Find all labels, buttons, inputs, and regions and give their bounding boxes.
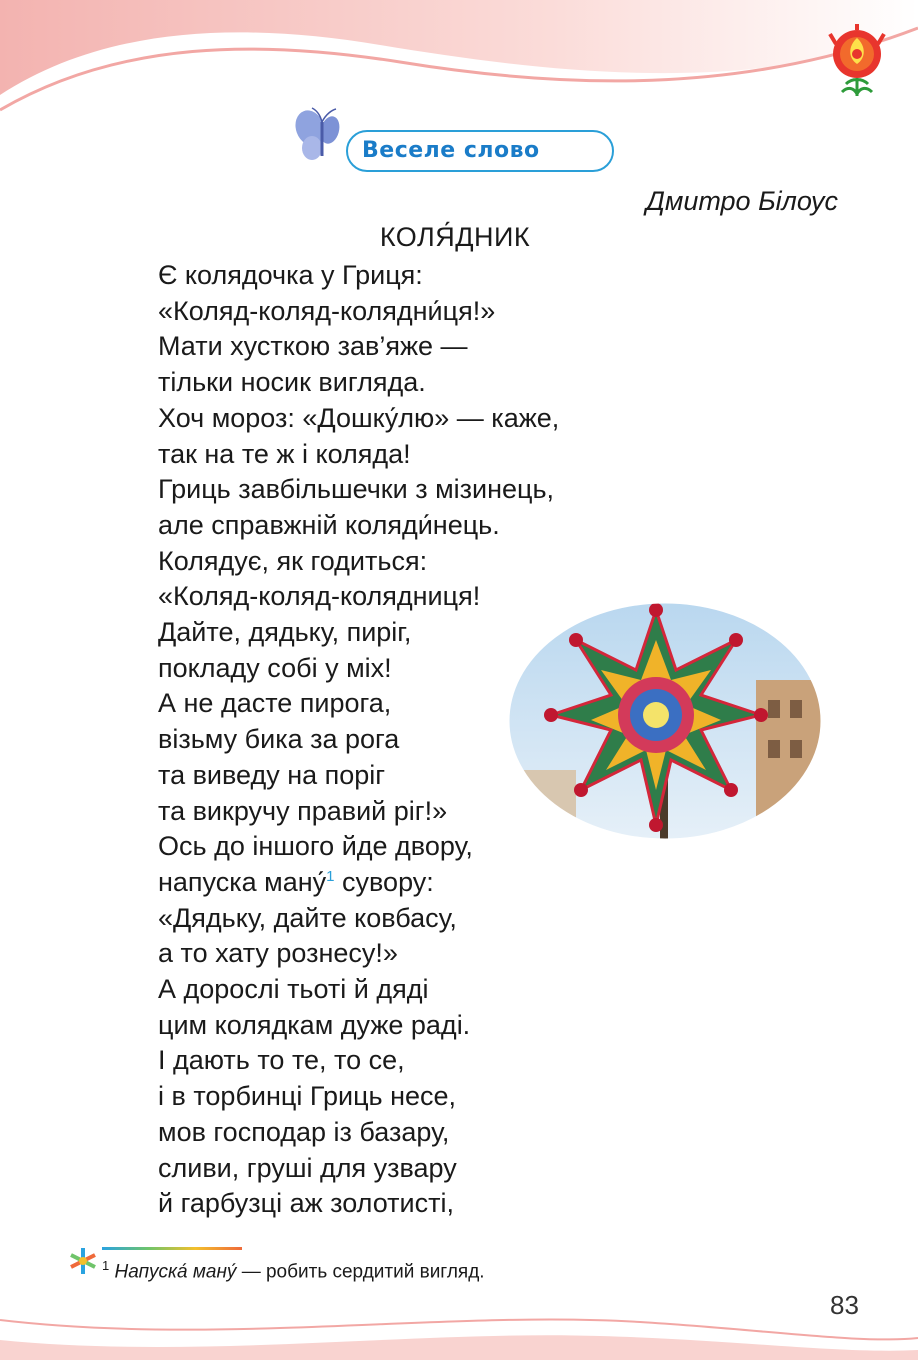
folk-flower-icon [826, 24, 888, 98]
footnote-marker: 1 [326, 867, 335, 885]
poem-line: і в торбинці Гриць несе, [158, 1081, 457, 1112]
poem-line: сливи, груші для узвару [158, 1152, 457, 1183]
butterfly-icon [290, 104, 352, 166]
poem-line: Мати хусткою зав’яже — [158, 331, 468, 362]
poem-line: мов господар із базару, [158, 1116, 450, 1147]
poem-line: але справжній коляди́нець. [158, 509, 500, 540]
footnote-term: Напуска́ ману́ [114, 1261, 237, 1283]
poem-line-with-footnote [158, 865, 559, 901]
poem-line: І дають то те, то се, [158, 1045, 405, 1076]
footnote-star-icon [68, 1246, 98, 1276]
poem-line: візьму бика за рога [158, 724, 400, 755]
poem-line: та виведу на поріг [158, 759, 386, 790]
poem-line: Дайте, дядьку, пиріг, [158, 617, 412, 648]
poem-line: та викручу правий ріг!» [158, 795, 448, 826]
poem-line: так на те ж і коляда! [158, 438, 411, 469]
poem-line: «Коляд-коляд-колядни́ця!» [158, 295, 496, 326]
poem-line: А дорослі тьоті й дяді [158, 974, 429, 1005]
author-name: Дмитро Білоус [645, 186, 838, 216]
section-label: Веселе слово [362, 138, 540, 163]
poem-line: «Коляд-коляд-колядниця! [158, 581, 481, 612]
poem-line: А не дасте пирога, [158, 688, 392, 719]
poem-line: а то хату рознесу!» [158, 938, 398, 969]
poem-line: Гриць завбільшечки з мізинець, [158, 474, 555, 505]
poem-line: покладу собі у міх! [158, 652, 392, 683]
footnote-rule [102, 1247, 242, 1250]
poem-line-tail: сувору: [334, 866, 434, 897]
carol-star-photo [506, 600, 824, 842]
footnote-number: 1 [102, 1258, 110, 1273]
page-number: 83 [830, 1290, 859, 1320]
section-badge [346, 130, 614, 172]
poem-line: тільки носик вигляда. [158, 367, 426, 398]
poem [158, 258, 559, 1222]
poem-line: й гарбузці аж золотисті, [158, 1188, 454, 1219]
poem-line: Хоч мороз: «Дошку́лю» — каже, [158, 402, 560, 433]
poem-line-text: напуска ману́ [158, 866, 327, 897]
bottom-wave-decoration [0, 1280, 918, 1360]
poem-line: цим колядкам дуже раді. [158, 1009, 471, 1040]
poem-line: Є колядочка у Гриця: [158, 260, 423, 290]
poem-title: КОЛЯ́ДНИК [379, 222, 531, 252]
top-wave-decoration [0, 0, 918, 130]
poem-line: Колядує, як годиться: [158, 545, 428, 576]
poem-line: «Дядьку, дайте ковбасу, [158, 902, 457, 933]
poem-line: Ось до іншого йде двору, [158, 831, 473, 862]
footnote-definition: — робить сердитий вигляд. [241, 1261, 485, 1283]
